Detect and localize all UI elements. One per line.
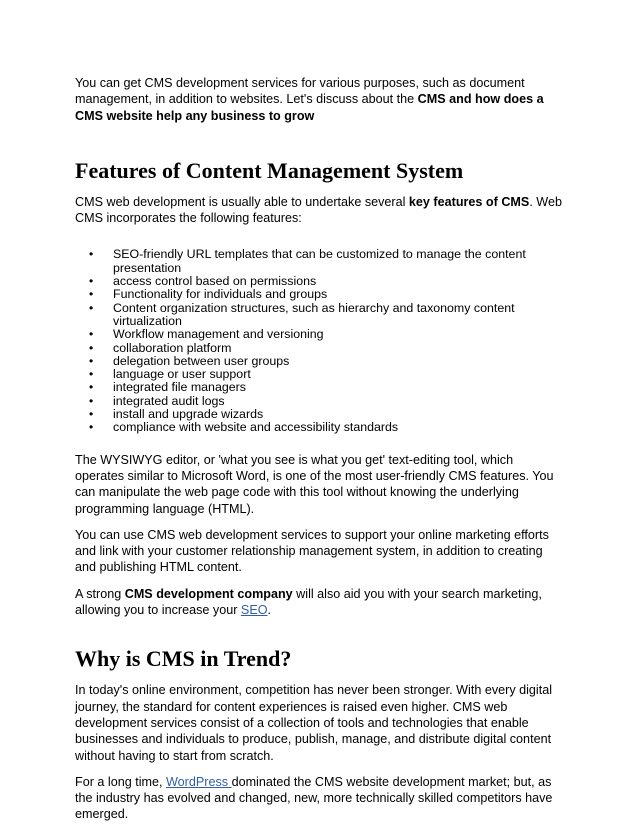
feature-list-item	[75, 328, 578, 341]
trend-p2-start: For a long time,	[75, 774, 166, 789]
company-text-middle: will also aid you with your search marketing, allowing you to increase your	[75, 586, 542, 618]
feature-item-text: access control based on permissions	[113, 274, 317, 289]
bullet-icon: •	[89, 247, 94, 262]
feature-item-text: SEO-friendly URL templates that can be customized to manage the content presentation	[113, 247, 526, 275]
bullet-icon: •	[89, 407, 94, 422]
bullet-icon: •	[89, 420, 94, 435]
feature-item-text: Functionality for individuals and groups	[113, 287, 328, 302]
feature-item-text: language or user support	[113, 367, 251, 382]
intro-paragraph	[75, 75, 565, 124]
feature-item-text: compliance with website and accessibility standards	[113, 420, 399, 435]
trend-p2-end: dominated the CMS website development market; but, as the industry has evolved and changed, new, more technically skilled competitors have emerged.	[75, 774, 553, 822]
trend-heading: Why is CMS in Trend?	[75, 646, 292, 672]
features-list	[75, 248, 578, 434]
company-text-end: .	[267, 603, 272, 618]
wordpress-link[interactable]: WordPress	[166, 774, 232, 789]
feature-item-text: delegation between user groups	[113, 353, 290, 368]
feature-list-item	[75, 421, 578, 434]
bullet-icon: •	[89, 393, 94, 408]
bullet-icon: •	[89, 380, 94, 395]
feature-item-text: integrated file managers	[113, 380, 246, 395]
features-lead-bold: key features of CMS	[408, 194, 530, 209]
bullet-icon: •	[89, 300, 94, 315]
features-heading: Features of Content Management System	[75, 157, 464, 183]
feature-list-item	[75, 381, 578, 394]
company-paragraph	[75, 586, 565, 619]
feature-item-text: integrated audit logs	[113, 393, 225, 408]
intro-bold-text: CMS and how does a CMS website help any business to grow	[75, 92, 544, 123]
feature-list-item	[75, 368, 578, 381]
trend-paragraph-1: In today's online environment, competition has never been stronger. With every digital journey, the standard for content experiences is raised even higher. CMS web development services consist of a collection of tools and technologies that enable businesses and individuals to produce, publish, manage, and distribute digital content without having to start from scratch.	[75, 683, 553, 763]
feature-list-item	[75, 408, 578, 421]
bullet-icon: •	[89, 353, 94, 368]
trend-paragraph-2	[75, 774, 565, 823]
feature-list-item	[75, 275, 578, 288]
feature-item-text: collaboration platform	[113, 340, 232, 355]
feature-list-item	[75, 355, 578, 368]
bullet-icon: •	[89, 340, 94, 355]
wysiwyg-paragraph: The WYSIWYG editor, or 'what you see is what you get' text-editing tool, which operates similar to Microsoft Word, is one of the most user-friendly CMS features. You can manipulate the web page code with this tool without knowing the underlying programming language (HTML).	[75, 452, 554, 516]
feature-item-text: Content organization structures, such as hierarchy and taxonomy content virtualization	[113, 300, 515, 328]
feature-list-item	[75, 342, 578, 355]
feature-item-text: install and upgrade wizards	[113, 407, 264, 422]
bullet-icon: •	[89, 367, 94, 382]
features-lead-paragraph	[75, 194, 565, 227]
bullet-icon: •	[89, 274, 94, 289]
marketing-paragraph: You can use CMS web development services to support your online marketing efforts and link with your customer relationship management system, in addition to creating and publishing HTML content.	[75, 527, 549, 575]
company-text-start: A strong	[75, 586, 125, 601]
intro-text: You can get CMS development services for various purposes, such as document management, in addition to websites. Let's discuss about the	[75, 76, 525, 107]
bullet-icon: •	[89, 327, 94, 342]
seo-link[interactable]: SEO	[240, 603, 268, 618]
features-lead-end: . Web CMS incorporates the following features:	[75, 194, 562, 226]
features-lead-text: CMS web development is usually able to undertake several	[75, 194, 409, 209]
company-bold-text: CMS development company	[124, 586, 293, 601]
feature-list-item	[75, 395, 578, 408]
feature-list-item	[75, 302, 578, 329]
feature-list-item	[75, 288, 578, 301]
feature-item-text: Workflow management and versioning	[113, 327, 324, 342]
bullet-icon: •	[89, 287, 94, 302]
feature-list-item	[75, 248, 578, 275]
